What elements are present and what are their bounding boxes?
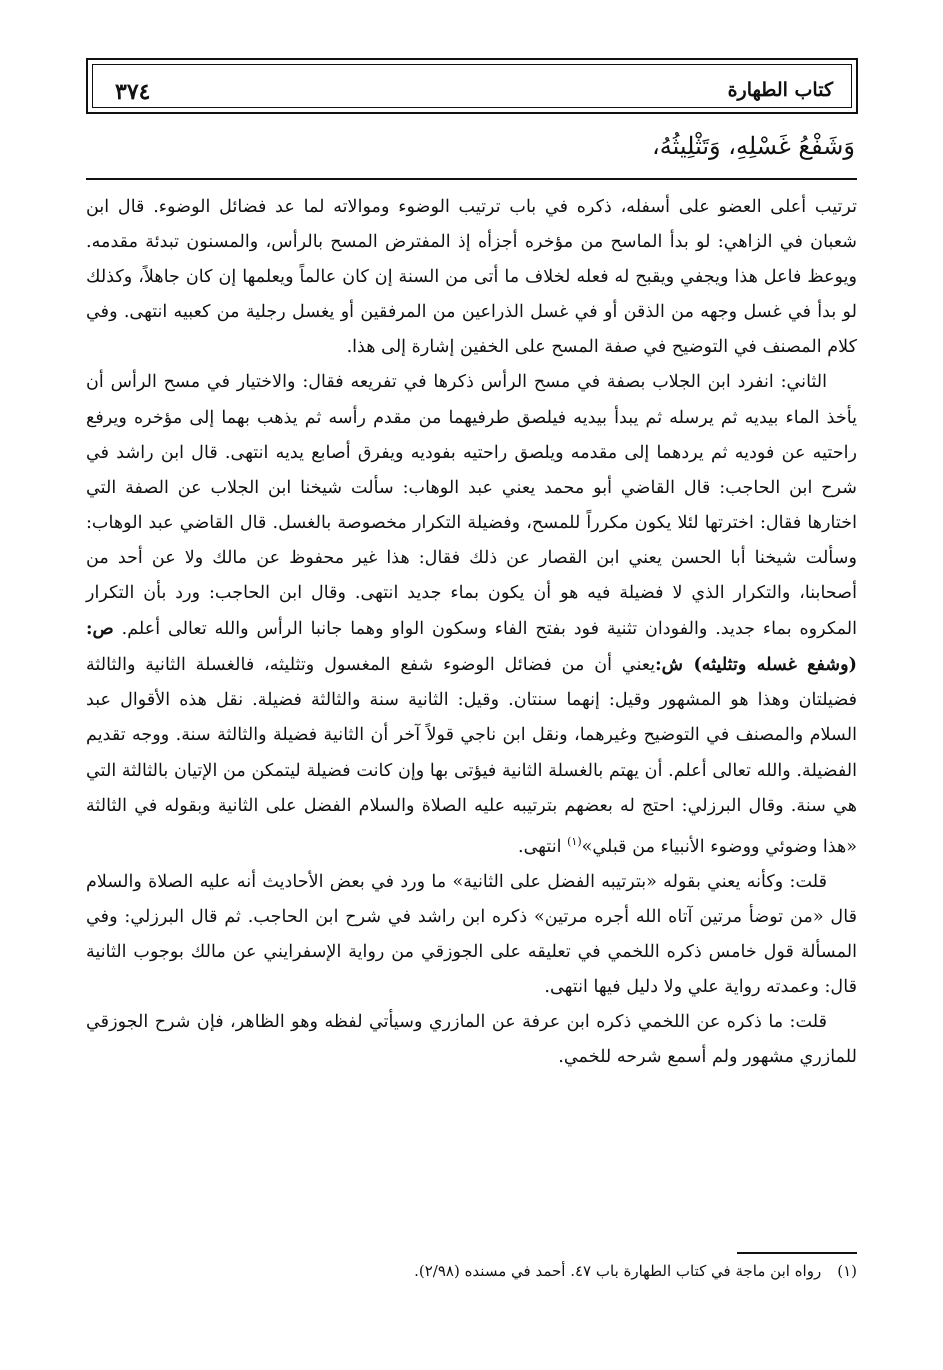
paragraph-3: قلت: وكأنه يعني بقوله «بترتيبه الفضل على الثانية» ما ورد في بعض الأحاديث أنه عليه الصلاة والسلام قال «من توضأ مرتين آتاه الله أجره مرتين» ذكره ابن راشد في شرح ابن الحاجب. ثم قال البرزلي: وفي المسألة قول خامس ذكره اللخمي في تعليقه على الجوزقي من رواية الإسفرايني عن مالك بوجوب الثانية قال: وعمدته رواية علي ولا دليل فيها انتهى. [86,871,857,997]
matn-divider [86,178,857,180]
paragraph-2-continuation: يعني أن من فضائل الوضوء شفع المغسول وتثليثه، فالغسلة الثانية والثالثة فضيلتان وهذا هو المشهور وقيل: إنهما سنتان. وقيل: الثانية سنة والثالثة فضيلة. نقل هذه الأقوال عبد السلام والمصنف في التوضيح وغيرهما، ونقل ابن ناجي قولاً آخر أن الثانية فضيلة والثالثة سنة. ووجه تقديم الفضيلة. والله تعالى أعلم. أن يهتم بالغسلة الثانية فيؤتى بها وإن كانت فضيلة ليتمكن من الإتيان بالثالثة التي هي سنة. وقال البرزلي: احتج له بعضهم بترتيبه عليه الصلاة والسلام الفضل على الثانية وبقوله في الثالثة «هذا وضوئي ووضوء الأنبياء من قبلي» [86,655,857,857]
paragraph-2-text: الثاني: انفرد ابن الجلاب بصفة في مسح الرأس ذكرها في تفريعه فقال: والاختيار في مسح الرأس أن يأخذ الماء بيديه ثم يرسله ثم يبدأ بيديه فيلصق طرفيهما من مقدم رأسه ثم يذهب بهما إلى مؤخره ويرفع راحتيه عن فوديه ثم يردهما إلى مقدمه ويلصق راحتيه بفوديه ويفرق أصابع يديه انتهى. قال ابن راشد في شرح ابن الحاجب: قال القاضي أبو محمد يعني عبد الوهاب: سألت شيخنا ابن الجلاب عن الصفة التي اختارها فقال: اخترتها لئلا يكون مكرراً للمسح، وفضيلة التكرار مخصوصة بالغسل. قال القاضي عبد الوهاب: وسألت شيخنا أبا الحسن يعني ابن القصار عن ذلك فقال: هذا غير محفوظ عن مالك ولا عن أحد من أصحابنا، والتكرار الذي لا فضيلة فيه هو أن يكون بماء جديد انتهى. وقال ابن الحاجب: ورد بأن التكرار المكروه بماء جديد. والفودان تثنية فود بفتح الفاء وسكون الواو وهما جانبا الرأس والله تعالى أعلم. [86,372,857,640]
header-inner-frame [92,64,852,108]
page-number: ٣٧٤ [115,79,151,105]
footnote [414,1262,857,1280]
footnote-divider [737,1252,857,1254]
commentary-body [86,190,857,1075]
paragraph-2-end: انتهى. [518,836,568,857]
chapter-title: كتاب الطهارة [727,79,833,101]
matn-quote-label: ص: (وشفع غسله وتثليثه) ش: [86,618,857,676]
paragraph-2 [86,365,857,864]
footnote-reference: (١) [567,834,582,848]
paragraph-1: ترتيب أعلى العضو على أسفله، ذكره في باب ترتيب الوضوء وموالاته لما عد فضائل الوضوء. قال ابن شعبان في الزاهي: لو بدأ الماسح من مؤخره أجزأه إذ المفترض المسح بالرأس، والمسنون تبدئة مقدمه. ويوعظ فاعل هذا ويجفي ويقبح له فعله لخلاف ما أتى من السنة إن كان عالماً ويعلمها إن كان جاهلاً، وكذلك لو بدأ في غسل وجهه من الذقن أو في غسل الذراعين من المرفقين أو يغسل رجلية من كعبيه انتهى. وفي كلام المصنف في التوضيح في صفة المسح على الخفين إشارة إلى هذا. [86,197,857,358]
running-header [86,58,858,114]
paragraph-4: قلت: ما ذكره عن اللخمي ذكره ابن عرفة عن المازري وسيأتي لفظه وهو الظاهر، فإن شرح الجوزقي للمازري مشهور ولم أسمع شرحه للخمي. [86,1012,857,1068]
footnote-number: (١) [837,1262,857,1280]
footnote-text: رواه ابن ماجة في كتاب الطهارة باب ٤٧. أحمد في مسنده (٢/٩٨). [414,1262,822,1280]
matn-text: وَشَفْعُ غَسْلِهِ، وَتَثْلِيثُهُ، [652,132,855,160]
